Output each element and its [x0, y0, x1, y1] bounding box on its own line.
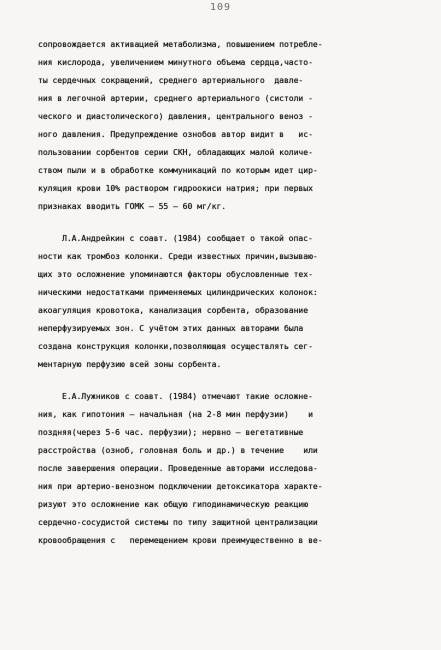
paragraph-start-line: Л.А.Андрейкин с соавт. (1984) сообщает о такой опас-	[62, 233, 313, 243]
text-line-25: ризуют это осложнение как общую гиподинамическую реакцию	[38, 499, 309, 509]
text-line-18: ментарную перфузию всей зоны сорбента.	[38, 359, 222, 369]
text-line-2: ния кислорода, увеличением минутного объема сердца,часто-	[38, 57, 313, 67]
text-line-6: ного давления. Предупреждение ознобов автор видит в ис-	[38, 129, 313, 139]
text-line-26: сердечно-сосудистой системы по типу защитной централизации	[38, 517, 318, 527]
text-line-10: признаках вводить ГОМК – 55 – 60 мг/кг.	[38, 201, 227, 211]
text-line-27: кровообращения с перемещением крови преимущественно в ве-	[38, 535, 323, 545]
text-line-12: ности как тромбоз колонки. Среди известных причин,вызываю-	[38, 251, 318, 261]
text-line-16: неперфузируемых зон. С учётом этих данных авторами была	[38, 323, 304, 333]
text-line-7: пользовании сорбентов серии СКН, обладающих малой количе-	[38, 147, 313, 157]
text-line-4: ния в легочной артерии, среднего артериального (систоли -	[38, 93, 313, 103]
text-line-1: сопровождается активацией метаболизма, повышением потребле-	[38, 39, 323, 49]
text-line-13: щих это осложнение упоминаются факторы обусловленные тех-	[38, 269, 313, 279]
text-line-20: ния, как гипотония – начальная (на 2-8 мин перфузии) и	[38, 409, 313, 419]
text-line-14: ническими недостатками применяемых цилиндрических колонок:	[38, 287, 318, 297]
paragraph-start-line: Е.А.Лужников с соавт. (1984) отмечают такие осложне-	[62, 391, 313, 401]
text-line-3: ты сердечных сокращений, среднего артериального давле-	[38, 75, 304, 85]
text-line-5: ческого и диастолического) давления, центрального веноз -	[38, 111, 313, 121]
text-line-15: акоагуляция кровотока, канализация сорбента, образование	[38, 305, 309, 315]
text-line-21: поздняя(через 5-6 час. перфузии); нервно – вегетативные	[38, 427, 304, 437]
text-line-22: расстройства (озноб, головная боль и др.) в течение или	[38, 445, 318, 455]
text-line-23: после завершения операции. Проведенные авторами исследова-	[38, 463, 318, 473]
text-line-8: ством пыли и в обработке коммуникаций по которым идет цир-	[38, 165, 318, 175]
text-line-24: ния при артерио-венозном подключении детоксикатора характе-	[38, 481, 323, 491]
text-line-17: создана конструкция колонки,позволяющая осуществлять сег-	[38, 341, 313, 351]
page-number: 109	[209, 2, 232, 13]
text-line-9: куляция крови 10% раствором гидроокиси натрия; при первых	[38, 183, 313, 193]
